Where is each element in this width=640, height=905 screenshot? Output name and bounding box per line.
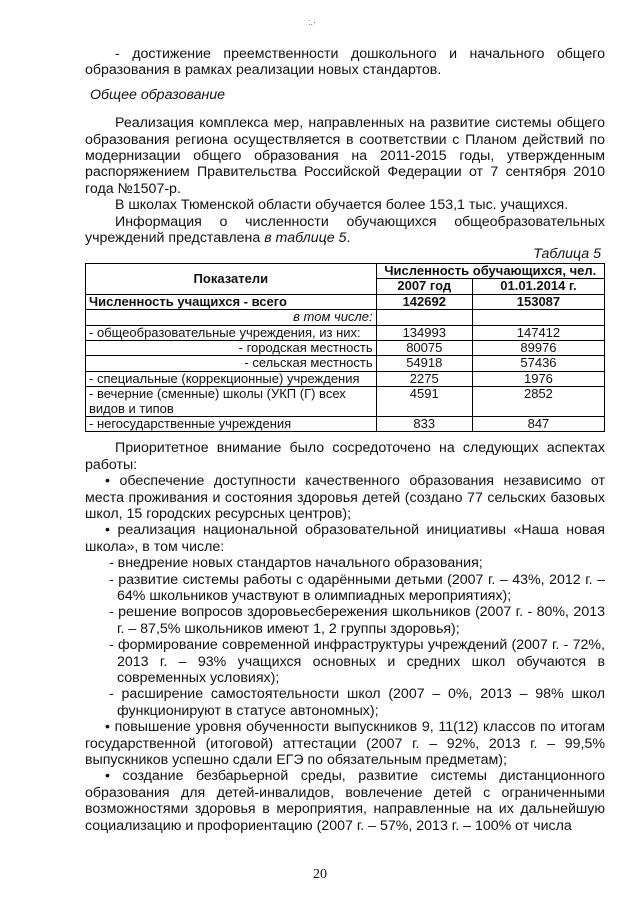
sub-item-infrastructure: - формирование современной инфраструктуры учреждений (2007 г. - 72%, 2013 г. – 93% учащихся основных и средних школ обучаются в современных условиях); — [109, 637, 605, 687]
bullet-initiative: • реализация национальной образовательной инициативы «Наша новая школа», в том числе: — [85, 522, 605, 555]
paragraph-students: В школах Тюменской области обучается более 153,1 тыс. учащихся. — [115, 197, 569, 214]
table-row: - городская местность 80075 89976 — [86, 340, 605, 355]
table-row: - специальные (коррекционные) учреждения 2275 1976 — [86, 371, 605, 386]
bullet-exams: • повышение уровня обученности выпускников 9, 11(12) классов по итогам государственной (итоговой) аттестации (2007 г. – 92%, 2013 г. – 99,5% выпускников успешно сдали ЕГЭ по обязательным предметам); — [85, 719, 605, 769]
intro-paragraph: - достижение преемственности дошкольного и начального общего образования в рамках реализации новых стандартов. — [85, 46, 605, 79]
table-row: - общеобразовательные учреждения, из них: 134993 147412 — [86, 325, 605, 340]
header-2014: 01.01.2014 г. — [472, 279, 604, 294]
paragraph-plan: Реализация комплекса мер, направленных на развитие системы общего образования региона осуществляется в соответствии с Планом действий по модернизации общего образования на 2011-2015 годы, утвержденным распоряжением Правительства Российской Федерации от 7 сентября 2010 года №1507-р. — [85, 115, 605, 197]
page-number: 20 — [313, 866, 327, 882]
table-row: - негосударственные учреждения 833 847 — [86, 416, 605, 431]
header-group: Численность обучающихся, чел. — [376, 263, 604, 278]
table-row: - вечерние (сменные) школы (УКП (Г) всех видов и типов 4591 2852 — [86, 387, 605, 417]
sub-item-autonomy: - расширение самостоятельности школ (2007 – 0%, 2013 – 98% школ функционируют в статусе автономных); — [109, 686, 605, 719]
section-heading: Общее образование — [90, 86, 226, 103]
paragraph-table-ref: Информация о численности обучающихся общеобразовательных учреждений представлена в таблице 5. — [85, 213, 605, 247]
header-indicator: Показатели — [86, 263, 377, 294]
paragraph-priorities: Приоритетное внимание было сосредоточено на следующих аспектах работы: — [85, 440, 605, 473]
students-table — [85, 263, 605, 432]
bullet-access: • обеспечение доступности качественного образования независимо от места проживания и состояния здоровья детей (создано 77 сельских базовых школ, 15 городских ресурсных центров); — [85, 473, 605, 522]
header-2007: 2007 год — [376, 279, 472, 294]
scan-mark: :.· — [308, 17, 316, 27]
table-reference: в таблице 5 — [264, 230, 347, 247]
table-row: Численность учащихся - всего 142692 153087 — [86, 294, 605, 309]
sub-item-gifted: - развитие системы работы с одарёнными детьми (2007 г. – 43%, 2012 г. – 64% школьников участвуют в олимпиадных мероприятиях); — [109, 571, 605, 604]
sub-item-health: - решение вопросов здоровьесбережения школьников (2007 г. - 80%, 2013 г. – 87,5% школьников имеют 1, 2 группы здоровья); — [109, 604, 605, 637]
table-row: - сельская местность 54918 57436 — [86, 356, 605, 371]
table-caption: Таблица 5 — [533, 246, 601, 263]
table-row: в том числе: — [86, 310, 605, 325]
sub-item-standards: - внедрение новых стандартов начального образования; — [109, 555, 483, 572]
bullet-barrier-free: • создание безбарьерной среды, развитие системы дистанционного образования для детей-инвалидов, вовлечение детей с ограниченными возможностями здоровья в мероприятия, направленные на их дальнейшую социализацию и профориентацию (2007 г. – 57%, 2013 г. – 100% от числа — [85, 768, 605, 834]
